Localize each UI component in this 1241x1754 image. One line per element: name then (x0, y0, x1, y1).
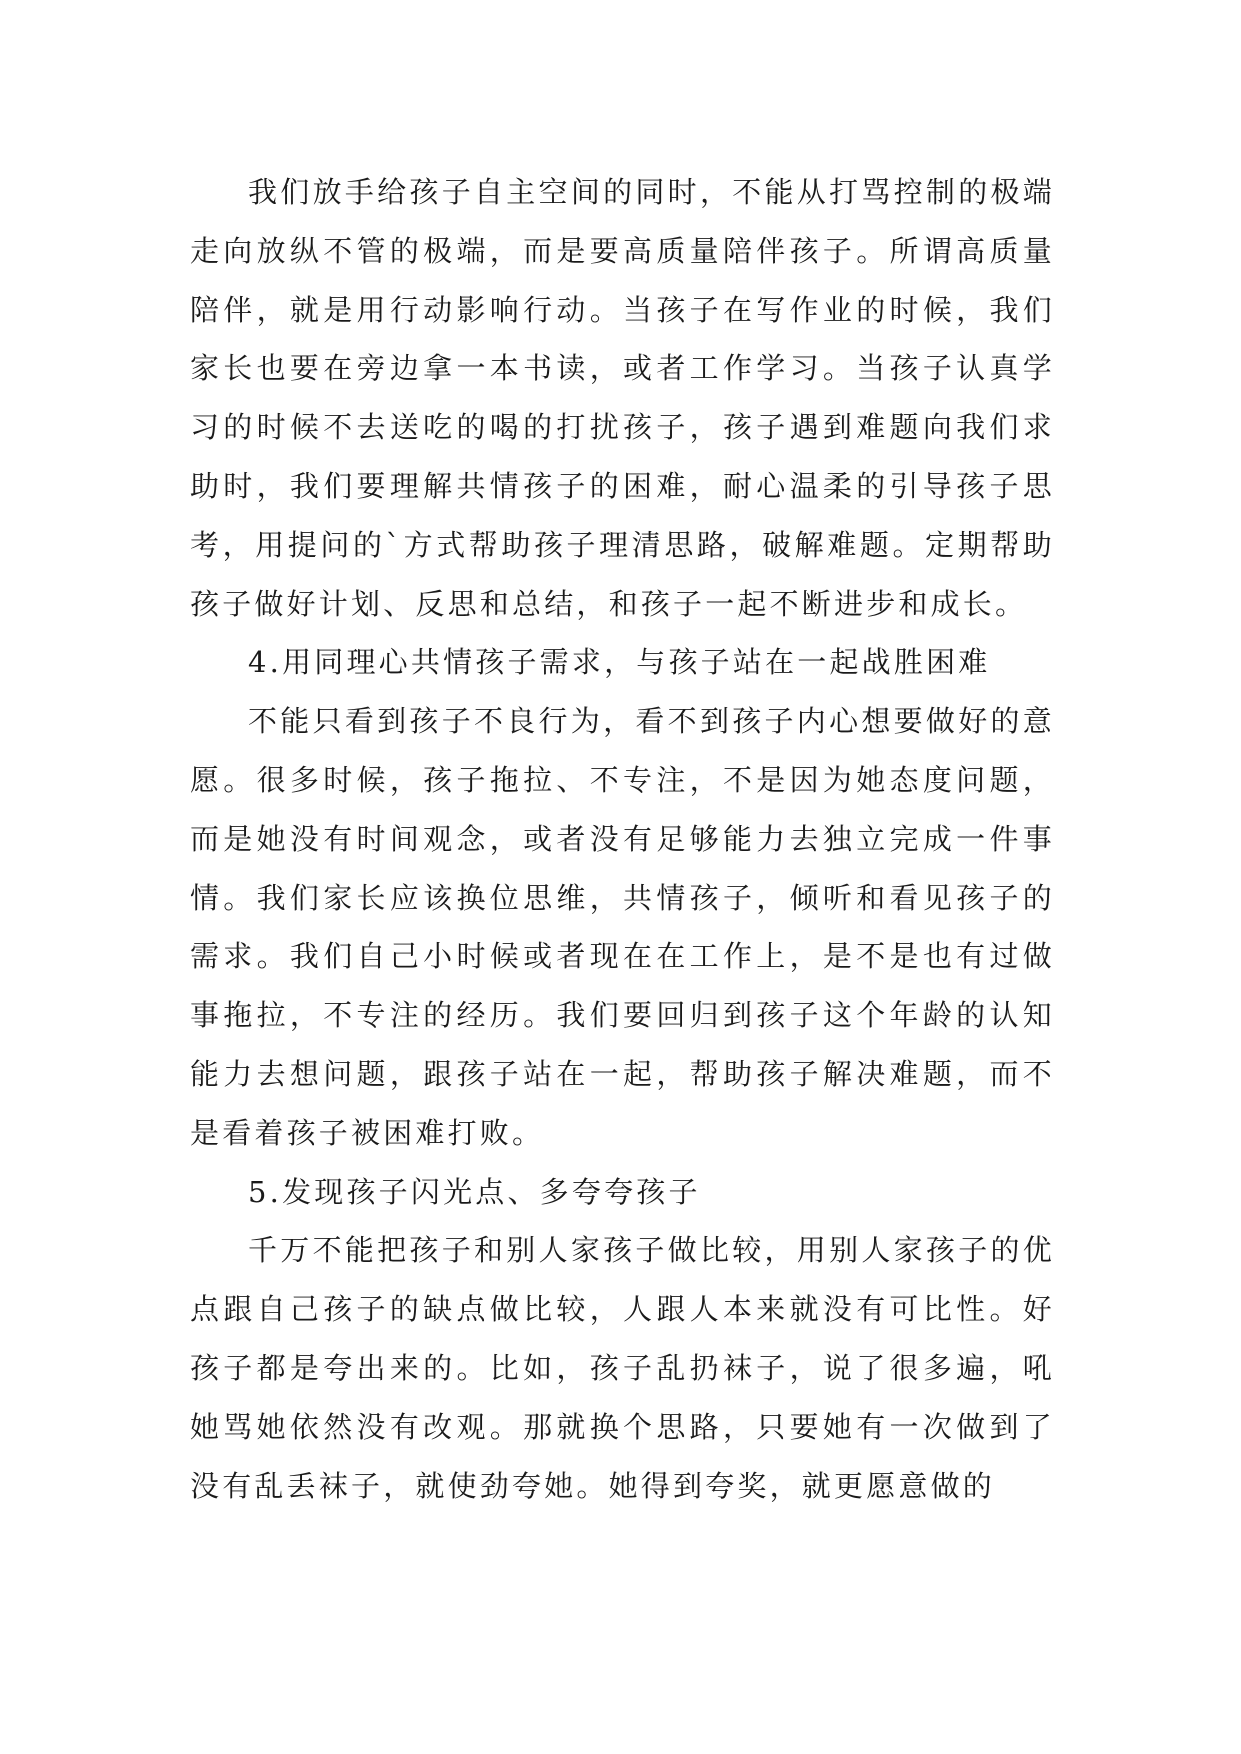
paragraph-empathy: 不能只看到孩子不良行为，看不到孩子内心想要做好的意愿。很多时候，孩子拖拉、不专注，不是因为她态度问题，而是她没有时间观念，或者没有足够能力去独立完成一件事情。我们家长应该换位思维，共情孩子，倾听和看见孩子的需求。我们自己小时候或者现在在工作上，是不是也有过做事拖拉，不专注的经历。我们要回归到孩子这个年龄的认知能力去想问题，跟孩子站在一起，帮助孩子解决难题，而不是看着孩子被困难打败。 (190, 704, 1055, 1150)
section-heading-5: 5.发现孩子闪光点、多夸夸孩子 (248, 1174, 701, 1209)
document-body (190, 163, 1055, 1515)
section-heading-4: 4.用同理心共情孩子需求，与孩子站在一起战胜困难 (248, 645, 991, 680)
paragraph-praise: 千万不能把孩子和别人家孩子做比较，用别人家孩子的优点跟自己孩子的缺点做比较，人跟人本来就没有可比性。好孩子都是夸出来的。比如，孩子乱扔袜子，说了很多遍，吼她骂她依然没有改观。那就换个思路，只要她有一次做到了没有乱丢袜子，就使劲夸她。她得到夸奖，就更愿意做的 (190, 1233, 1055, 1503)
paragraph-high-quality-companionship: 我们放手给孩子自主空间的同时，不能从打骂控制的极端走向放纵不管的极端，而是要高质量陪伴孩子。所谓高质量陪伴，就是用行动影响行动。当孩子在写作业的时候，我们家长也要在旁边拿一本书读，或者工作学习。当孩子认真学习的时候不去送吃的喝的打扰孩子，孩子遇到难题向我们求助时，我们要理解共情孩子的困难，耐心温柔的引导孩子思考，用提问的`方式帮助孩子理清思路，破解难题。定期帮助孩子做好计划、反思和总结，和孩子一起不断进步和成长。 (190, 175, 1055, 621)
